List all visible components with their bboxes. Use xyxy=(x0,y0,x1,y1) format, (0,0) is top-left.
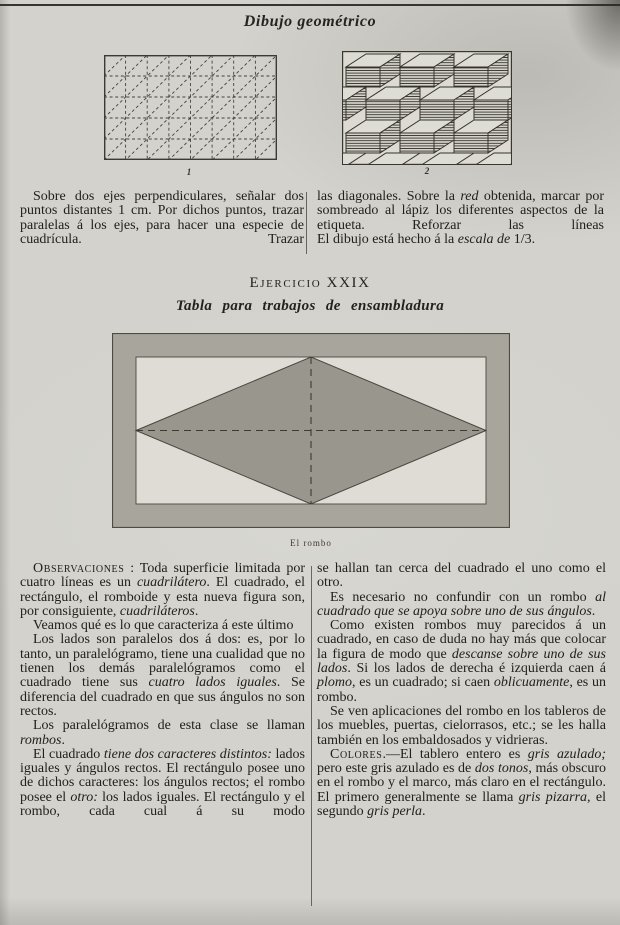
exercise-heading: Ejercicio XXIX xyxy=(249,275,371,291)
paragraph: Sobre dos ejes perpendiculares, señalar dos puntos distantes 1 cm. Por dichos puntos, trazar paralelas á los ejes, para hacer una especie de cuadrícula. Trazar xyxy=(20,189,304,247)
figure-cube-staircase xyxy=(342,51,512,170)
paragraph: Veamos qué es lo que caracteriza á este último xyxy=(33,618,294,634)
intro-left-column xyxy=(20,190,304,247)
column-divider-top xyxy=(306,192,307,254)
cubes-figure-svg xyxy=(342,51,512,165)
paragraph: Es necesario no confundir con un rombo al cuadrado que se apoya sobre uno de sus ángulos. xyxy=(317,589,606,619)
paragraph: Colores.—El tablero entero es gris azulado; pero este gris azulado es de dos tonos, más obscuro en el rombo y el marco, más claro en el rectángulo. El primero generalmente se llama gris pizarra, el segundo gris perla. xyxy=(317,746,606,820)
header-rule xyxy=(0,4,620,6)
paragraph: las diagonales. Sobre la red obtenida, marcar por sombreado al lápiz los diferentes aspectos de la etiqueta. Reforzar las líneas xyxy=(317,189,604,233)
paragraph: Los lados son paralelos dos á dos: es, por lo tanto, un paralelógramo, tiene una cualidad que no tienen los demás paralelógramos como el cuadrado tiene sus cuatro lados iguales. Se diferencia del cuadrado en que sus ángulos no son rectos. xyxy=(20,632,305,719)
figure-2-number: 2 xyxy=(424,166,430,176)
observations-left-column xyxy=(20,562,305,819)
column-divider-bottom xyxy=(311,566,312,906)
paragraph: El cuadrado tiene dos caracteres distintos: lados iguales y ángulos rectos. El rectángulo posee uno de dichos caracteres: los ángulos rectos; el rombo posee el otro: los lados iguales. El rectángulo y el rombo, cada cual á su modo xyxy=(20,746,305,820)
figure-1-number: 1 xyxy=(186,167,192,177)
scan-corner-shadow xyxy=(566,0,620,70)
figure-caption: El rombo xyxy=(290,538,332,548)
paragraph: Se ven aplicaciones del rombo en los tableros de los muebles, puertas, cielorrasos, etc.; se les halla también en los embaldosados y vidrieras. xyxy=(317,703,606,748)
paragraph: Los paralelógramos de esta clase se llaman rombos. xyxy=(20,718,305,748)
grid-figure-svg xyxy=(104,55,277,160)
figure-grid-diagonals xyxy=(104,55,277,165)
paragraph: se hallan tan cerca del cuadrado el uno como el otro. xyxy=(317,561,606,591)
running-header: Dibujo geométrico xyxy=(243,13,377,30)
paragraph: El dibujo está hecho á la escala de 1/3. xyxy=(317,231,536,247)
paragraph: Como existen rombos muy parecidos á un cuadrado, en caso de duda no hay más que colocar la figura de modo que descanse sobre uno de sus lados. Si los lados de derecha é izquierda caen á plomo, es un cuadrado; si caen oblicuamente, es un rombo. xyxy=(317,618,606,705)
paragraph: Observaciones : Toda superficie limitada por cuatro líneas es un cuadrilátero. El cuadrado, el rectángulo, el romboide y esta nueva figura son, por consiguiente, cuadriláteros. xyxy=(20,561,305,619)
intro-right-column xyxy=(317,190,604,247)
observations-right-column xyxy=(317,562,606,819)
exercise-subtitle: Tabla para trabajos de ensambladura xyxy=(175,298,445,314)
rhombus-figure-svg xyxy=(112,333,510,528)
assembly-board-figure xyxy=(112,333,510,533)
